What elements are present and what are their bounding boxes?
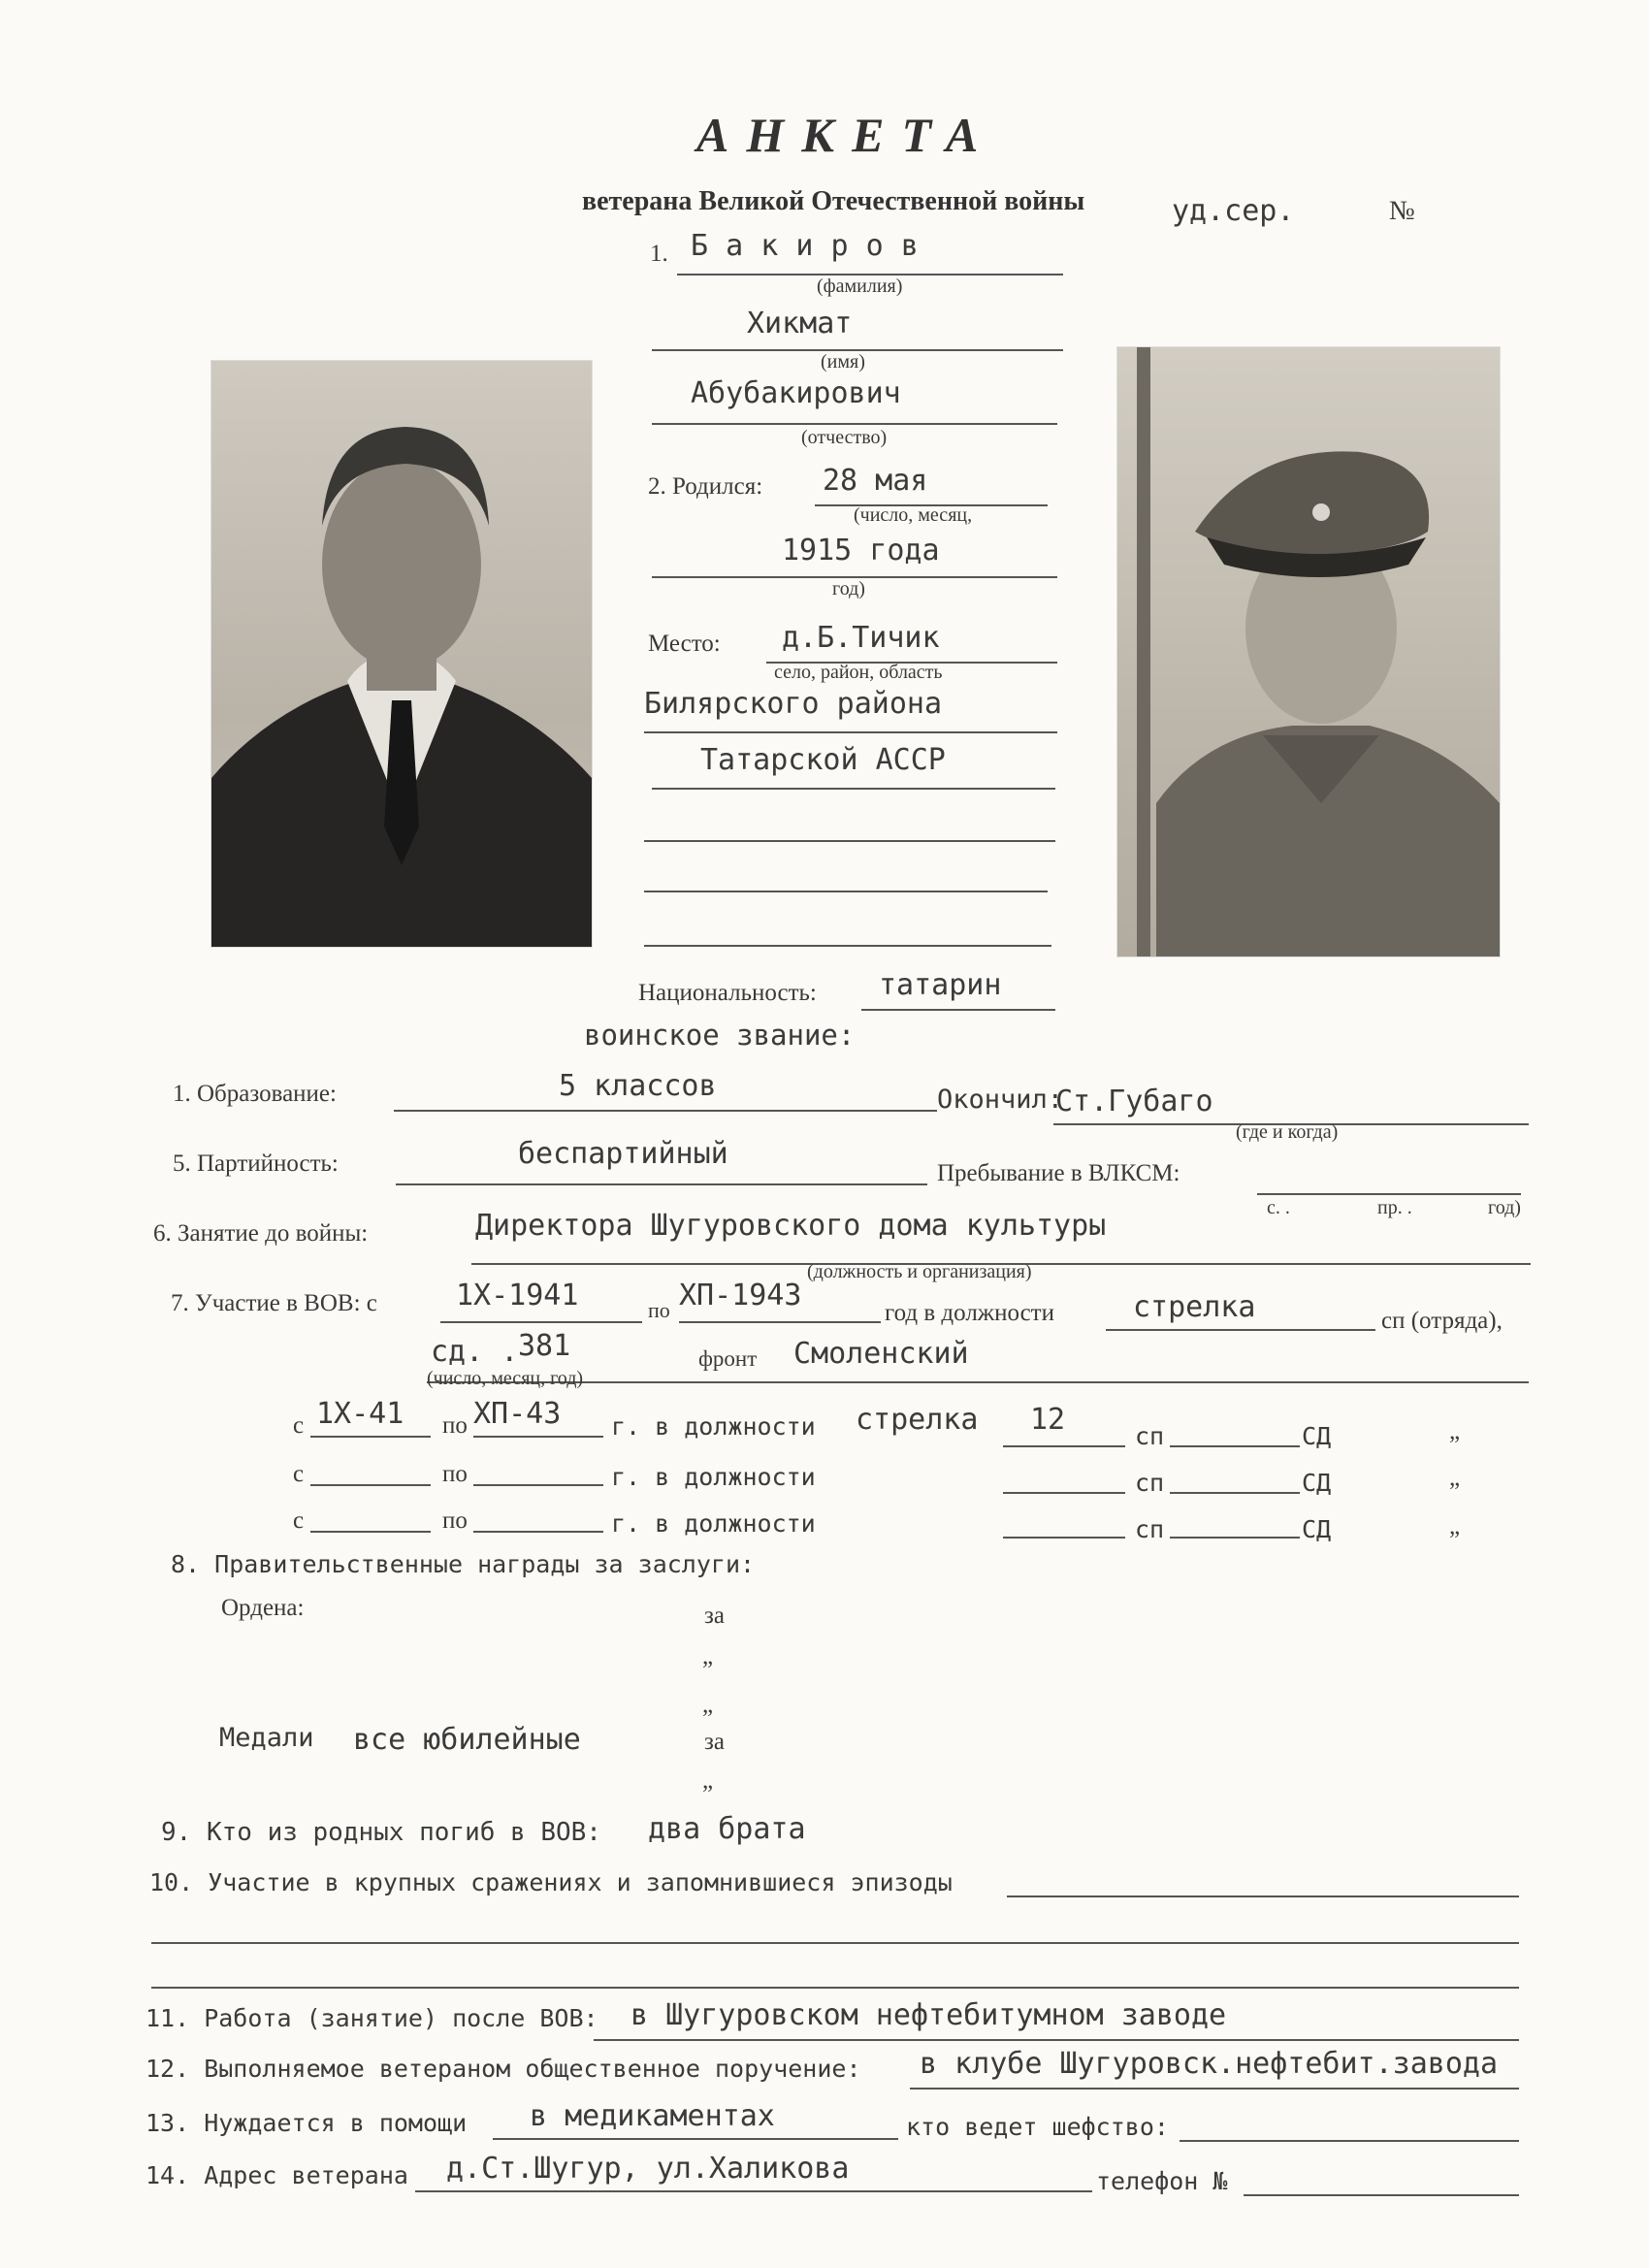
blank-line-1 [644,840,1055,842]
rank-label: воинское звание: [584,1019,856,1052]
wwii-front-line [427,1381,1529,1383]
orders-quote-2: „ [702,1692,714,1718]
wwii-row-2-from-line [310,1484,431,1486]
wwii-row-2-g: г. в должности [611,1463,816,1491]
education-value: 5 классов [559,1069,717,1103]
wwii-row-3-from-line [310,1531,431,1533]
occupation-value: Директора Шугуровского дома культуры [475,1209,1107,1243]
wwii-row-1-from: 1Х-41 [316,1397,404,1431]
wwii-row-1-sp-line [1003,1445,1125,1447]
veteran-photo-young [1117,347,1500,956]
birth-district: Билярского района [644,687,943,721]
birth-region: Татарской АССР [700,743,946,777]
occupation-caption: (должность и организация) [807,1261,1032,1282]
wwii-row-1-to: ХП-43 [473,1397,562,1431]
wwii-row-2-q: „ [1449,1465,1461,1491]
wwii-row-3-po: по [442,1507,468,1534]
veteran-photo-elderly [211,361,592,947]
surname-caption: (фамилия) [817,275,903,297]
vlksm-label: Пребывание в ВЛКСМ: [937,1160,1180,1186]
help-label: 13. Нуждается в помощи [146,2109,468,2137]
birth-day-month: 28 мая [823,464,928,498]
orders-za: за [704,1603,725,1629]
wwii-row-1-sp-num: 12 [1030,1403,1066,1437]
graduated-value: Ст.Губаго [1055,1085,1213,1118]
party-line [396,1183,927,1185]
patronymic-value: Абубакирович [691,376,901,410]
wwii-row-1-sd-line [1170,1445,1300,1447]
nationality-label: Национальность: [638,980,817,1006]
wwii-sd: 381 [518,1329,571,1363]
wwii-row-2-po: по [442,1461,468,1487]
duty-label: 12. Выполняемое ветераном общественное поручение: [146,2055,861,2083]
address-label: 14. Адрес ветерана [146,2161,408,2189]
wwii-row-3-g: г. в должности [611,1509,816,1538]
surname-value: Б а к и р о в [691,229,919,263]
birth-label: 2. Родился: [648,473,763,500]
wwii-row-3-to-line [473,1531,603,1533]
medals-value: все юбилейные [353,1723,581,1757]
wwii-row-3-sd: СД [1302,1515,1332,1543]
wwii-from-line [440,1321,642,1323]
nationality-value: татарин [879,968,1002,1002]
wwii-front-label: фронт [698,1346,758,1371]
vlksm-caption-god: год) [1488,1197,1521,1218]
address-value: д.Ст.Шугур, ул.Халикова [446,2152,850,2186]
birth-place-label: Место: [648,631,721,657]
vlksm-line [1257,1193,1521,1195]
help-line [493,2138,898,2140]
graduated-label: Окончил: [937,1085,1064,1115]
birth-district-line [644,731,1057,733]
patron-line [1180,2140,1519,2142]
battles-line-3 [151,1987,1519,1989]
wwii-row-3-s: с [293,1507,305,1534]
wwii-from: 1Х-1941 [456,1279,579,1312]
wwii-row-2-to-line [473,1484,603,1486]
wwii-unit-label: сп (отряда), [1381,1308,1503,1334]
patronymic-caption: (отчество) [801,427,888,448]
wwii-label: 7. Участие в ВОВ: с [171,1290,377,1316]
wwii-row-1-g: г. в должности [611,1412,816,1441]
medals-quote: „ [702,1767,714,1794]
wwii-row-2-pos-line [1003,1492,1125,1494]
cert-series-label: уд.сер. [1172,194,1295,228]
wwii-sd-label: сд. . [431,1335,519,1369]
wwii-position: стрелка [1133,1290,1256,1324]
address-line [415,2190,1092,2192]
patronymic-line [652,423,1057,425]
form-title: АНКЕТА [696,108,996,162]
duty-line [910,2088,1519,2090]
wwii-row-2-sd: СД [1302,1469,1332,1497]
awards-label: 8. Правительственные награды за заслуги: [171,1550,756,1578]
form-subtitle: ветерана Великой Отечественной войны [582,186,1085,216]
wwii-date-caption: (число, месяц, год) [427,1368,584,1389]
wwii-row-1-sd: СД [1302,1422,1332,1450]
party-label: 5. Партийность: [173,1150,339,1177]
wwii-row-2-sd-line [1170,1492,1300,1494]
wwii-row-2-sp: сп [1135,1469,1165,1497]
nationality-line [861,1009,1055,1011]
battles-label: 10. Участие в крупных сражениях и запомнившиеся эпизоды [149,1868,953,1896]
wwii-to-label: по [648,1298,670,1322]
wwii-row-1-po: по [442,1412,468,1439]
battles-line-2 [151,1942,1519,1944]
blank-line-2 [644,891,1048,892]
occupation-label: 6. Занятие до войны: [153,1220,369,1247]
party-value: беспартийный [518,1137,728,1171]
education-line [394,1110,937,1112]
medals-label: Медали [219,1723,314,1753]
birth-year-caption: год) [832,578,865,599]
postwar-value: в Шугуровском нефтебитумном заводе [630,1998,1227,2032]
birth-region-line [652,788,1055,790]
relatives-label: 9. Кто из родных погиб в ВОВ: [161,1818,601,1847]
elderly-portrait-icon [211,361,592,947]
birth-dm-caption: (число, месяц, [854,504,973,526]
patron-label: кто ведет шефство: [906,2113,1169,2141]
vlksm-caption-pr: пр. . [1377,1197,1412,1218]
wwii-row-1-from-line [310,1436,431,1438]
wwii-row-1-sp: сп [1135,1422,1165,1450]
wwii-row-3-sp: сп [1135,1515,1165,1543]
medals-za: за [704,1729,725,1755]
wwii-row-3-pos-line [1003,1537,1125,1539]
wwii-position-label: год в должности [885,1300,1054,1326]
blank-line-3 [644,945,1051,947]
name-value: Хикмат [747,307,853,340]
phone-line [1244,2194,1519,2196]
wwii-row-1-s: с [293,1412,305,1439]
help-value: в медикаментах [530,2099,775,2133]
wwii-to-line [679,1321,881,1323]
orders-quote-1: „ [702,1643,714,1669]
relatives-value: два брата [648,1812,806,1846]
battles-line-1 [1007,1895,1519,1897]
phone-label: телефон № [1096,2167,1228,2195]
wwii-row-3-q: „ [1449,1513,1461,1539]
postwar-line [594,2039,1519,2041]
birth-place-caption: село, район, область [774,662,943,683]
duty-value: в клубе Шугуровск.нефтебит.завода [920,2047,1499,2081]
wwii-row-1-pos: стрелка [856,1403,979,1437]
wwii-front: Смоленский [793,1337,969,1371]
wwii-position-line [1106,1329,1375,1331]
birth-village: д.Б.Тичик [782,621,940,655]
person-num: 1. [650,241,668,267]
wwii-row-3-sd-line [1170,1537,1300,1539]
wwii-row-1-to-line [473,1436,603,1438]
postwar-label: 11. Работа (занятие) после ВОВ: [146,2004,598,2032]
birth-year: 1915 года [782,534,940,567]
cert-number-label: № [1389,196,1415,226]
wwii-to: ХП-1943 [679,1279,802,1312]
wwii-row-2-s: с [293,1461,305,1487]
graduated-caption: (где и когда) [1236,1121,1339,1143]
education-label: 1. Образование: [173,1081,337,1107]
name-caption: (имя) [821,351,865,373]
vlksm-caption-s: с. . [1267,1197,1290,1218]
wwii-row-1-q: „ [1449,1418,1461,1444]
soldier-portrait-icon [1117,347,1500,956]
orders-label: Ордена: [221,1595,305,1621]
